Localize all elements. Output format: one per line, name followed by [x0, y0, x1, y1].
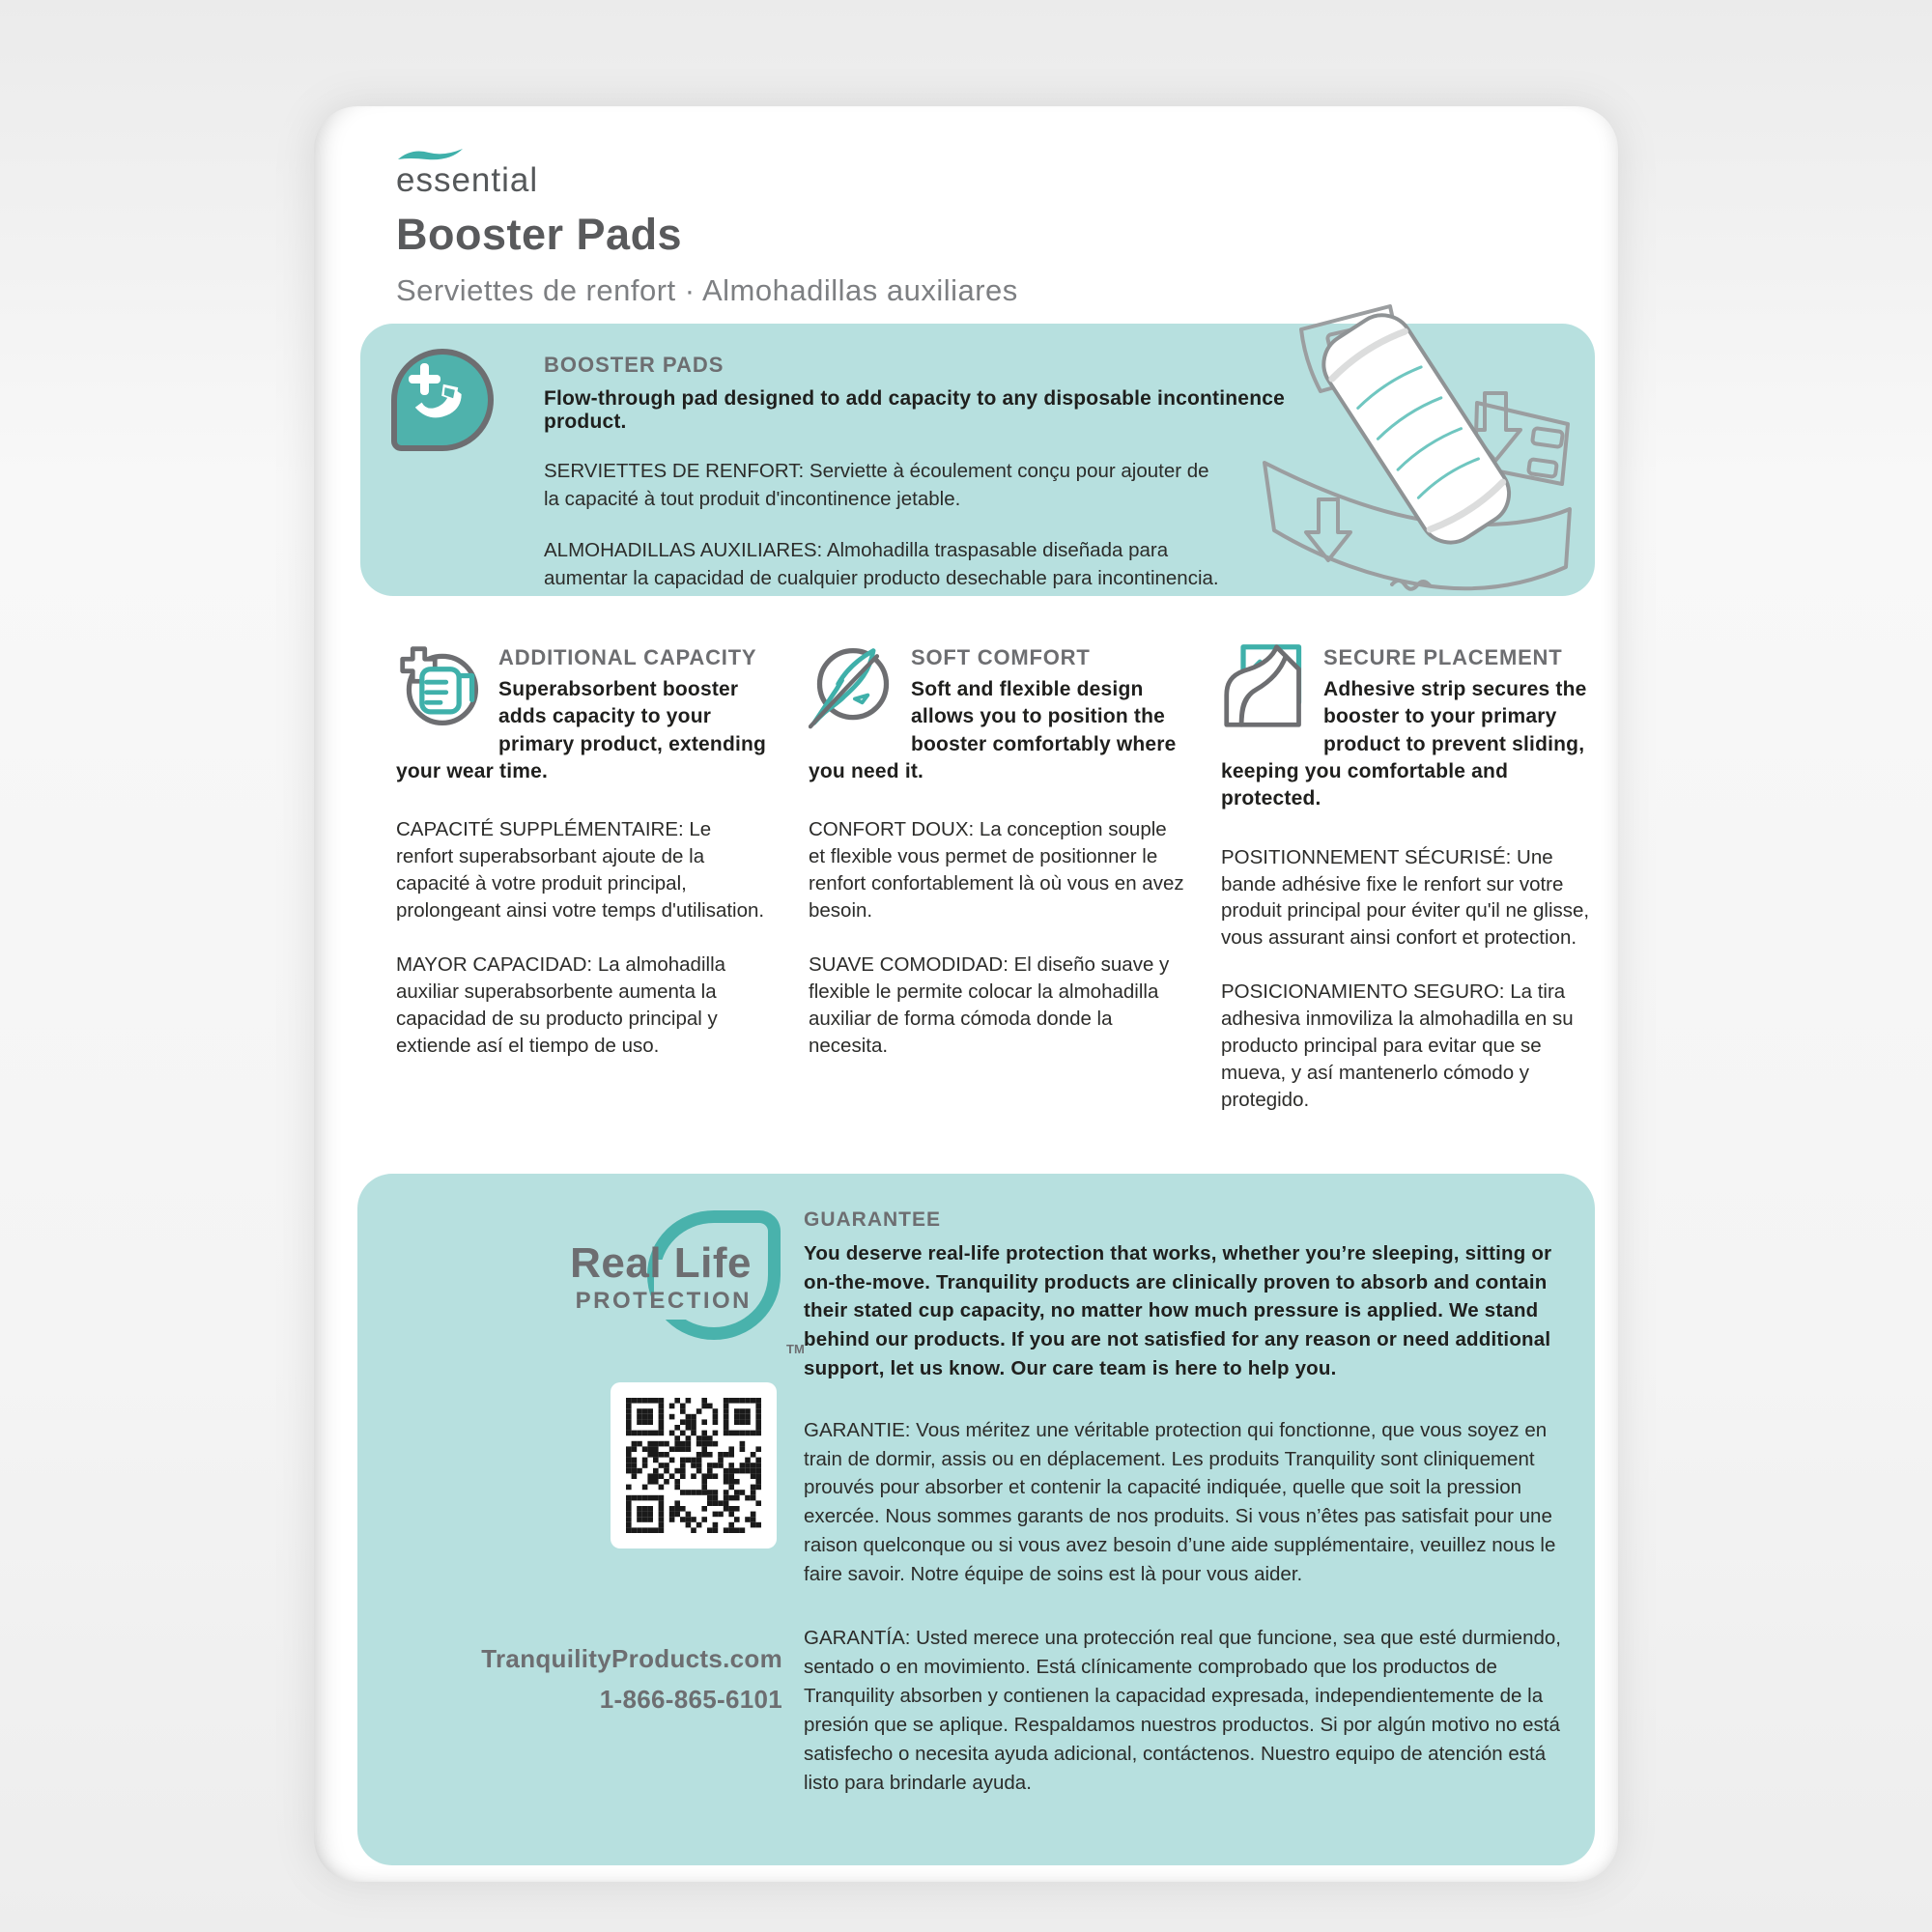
guarantee-heading: GUARANTEE [804, 1208, 942, 1231]
feature-text-fr: CAPACITÉ SUPPLÉMENTAIRE: Le renfort superabsorbant ajoute de la capacité à votre produit principal, prolongeant ainsi votre temps d'utilisation. [396, 818, 765, 922]
guarantee-text-en: You deserve real-life protection that works, whether you’re sleeping, sitting or on-the-move. Tranquility products are clinically proven to absorb and contain their stated cup capacity, no matter how much pressure is applied. We stand behind our products. If you are not satisfied for any reason or need additional support, let us know. Our care team is here to help you. [804, 1242, 1552, 1379]
feature-text-en: Superabsorbent booster adds capacity to your primary product, extending your wear time. [396, 678, 767, 783]
qr-code-box [611, 1382, 777, 1548]
booster-pad-drop-icon [391, 349, 494, 451]
banner-text [544, 353, 1297, 592]
real-life-protection-logo [558, 1205, 805, 1371]
feature-additional-capacity [396, 639, 774, 1114]
feature-text-es: MAYOR CAPACIDAD: La almohadilla auxiliar superabsorbente aumenta la capacidad de su producto principal y extiende así el tiempo de uso. [396, 952, 726, 1057]
feature-text-fr: POSITIONNEMENT SÉCURISÉ: Une bande adhésive fixe le renfort sur votre produit principal pour éviter qu'il ne glisse, vous assurant ainsi confort et protection. [1221, 845, 1590, 950]
guarantee-panel [357, 1174, 1595, 1865]
phone-number-text: 1-866-865-6101 [599, 1684, 782, 1714]
package-back-panel [314, 106, 1618, 1882]
trademark-symbol: TM [786, 1342, 805, 1356]
booster-pads-banner [360, 324, 1595, 596]
guarantee-text-fr: GARANTIE: Vous méritez une véritable protection qui fonctionne, que vous soyez en train de dormir, assis ou en déplacement. Les produits Tranquility sont cliniquement prouvés pour absorber et contenir la capacité indiquée, quelle que soit la pression exercée. Nous sommes garants de nos produits. Si vous n’êtes pas satisfait pour une raison quelconque ou si vous avez besoin d’une aide supplémentaire, veuillez nous le faire savoir. Notre équipe de soins est là pour vous aider. [804, 1418, 1556, 1586]
feature-text-fr: CONFORT DOUX: La conception souple et flexible vous permet de positionner le renfort confortablement là où vous en avez besoin. [809, 818, 1184, 922]
feature-text-es: POSICIONAMIENTO SEGURO: La tira adhesiva inmoviliza la almohadilla en su producto principal para evitar que se mueva, y así mantenerlo cómodo y protegido. [1221, 980, 1574, 1111]
features-section [396, 639, 1599, 1114]
feature-text-es: SUAVE COMODIDAD: El diseño suave y flexible le permite colocar la almohadilla auxiliar de forma cómoda donde la necesita. [809, 952, 1170, 1057]
brand-logo-text: essential [396, 161, 539, 199]
banner-heading: BOOSTER PADS [544, 353, 724, 377]
feature-heading: SOFT COMFORT [911, 645, 1091, 669]
website-text: TranquilityProducts.com [481, 1644, 782, 1673]
contact-block [386, 1639, 782, 1719]
adhesive-strip-icon [1221, 641, 1310, 730]
banner-text-fr: SERVIETTES DE RENFORT: Serviette à écoulement conçu pour ajouter de la capacité à tout produit d'incontinence jetable. [544, 460, 1209, 511]
real-life-text: Real Life [570, 1239, 752, 1287]
header [396, 147, 1018, 308]
banner-text-es: ALMOHADILLAS AUXILIARES: Almohadilla traspasable diseñada para aumentar la capacidad de cualquier producto desechable para incontinencia. [544, 539, 1219, 590]
pad-placement-illustration [1247, 277, 1581, 602]
product-subtitle: Serviettes de renfort · Almohadillas auxiliares [396, 273, 1018, 307]
measuring-cup-plus-icon [396, 641, 485, 730]
feature-text-en: Adhesive strip secures the booster to your primary product to prevent sliding, keeping you comfortable and protected. [1221, 678, 1587, 810]
banner-text-en: Flow-through pad designed to add capacity to any disposable incontinence product. [544, 387, 1285, 433]
feature-heading: ADDITIONAL CAPACITY [498, 645, 757, 669]
feature-secure-placement [1221, 639, 1599, 1114]
feather-icon [809, 641, 897, 730]
guarantee-text-block [804, 1208, 1582, 1798]
pad-glyph-icon [397, 355, 488, 445]
product-title: Booster Pads [396, 210, 683, 259]
feature-text-en: Soft and flexible design allows you to position the booster comfortably where you need it. [809, 678, 1177, 783]
feature-soft-comfort [809, 639, 1186, 1114]
qr-code [626, 1398, 761, 1533]
feature-heading: SECURE PLACEMENT [1323, 645, 1563, 669]
protection-text: PROTECTION [575, 1288, 752, 1314]
guarantee-text-es: GARANTÍA: Usted merece una protección real que funcione, sea que esté durmiendo, sentado o en movimiento. Está clínicamente comprobado que los productos de Tranquility absorben y contienen la capacidad expresada, independientemente de la presión que se aplique. Respaldamos nuestros productos. Si por algún motivo no está satisfecho o necesita ayuda adicional, contáctenos. Nuestro equipo de atención está listo para brindarle ayuda. [804, 1627, 1561, 1794]
